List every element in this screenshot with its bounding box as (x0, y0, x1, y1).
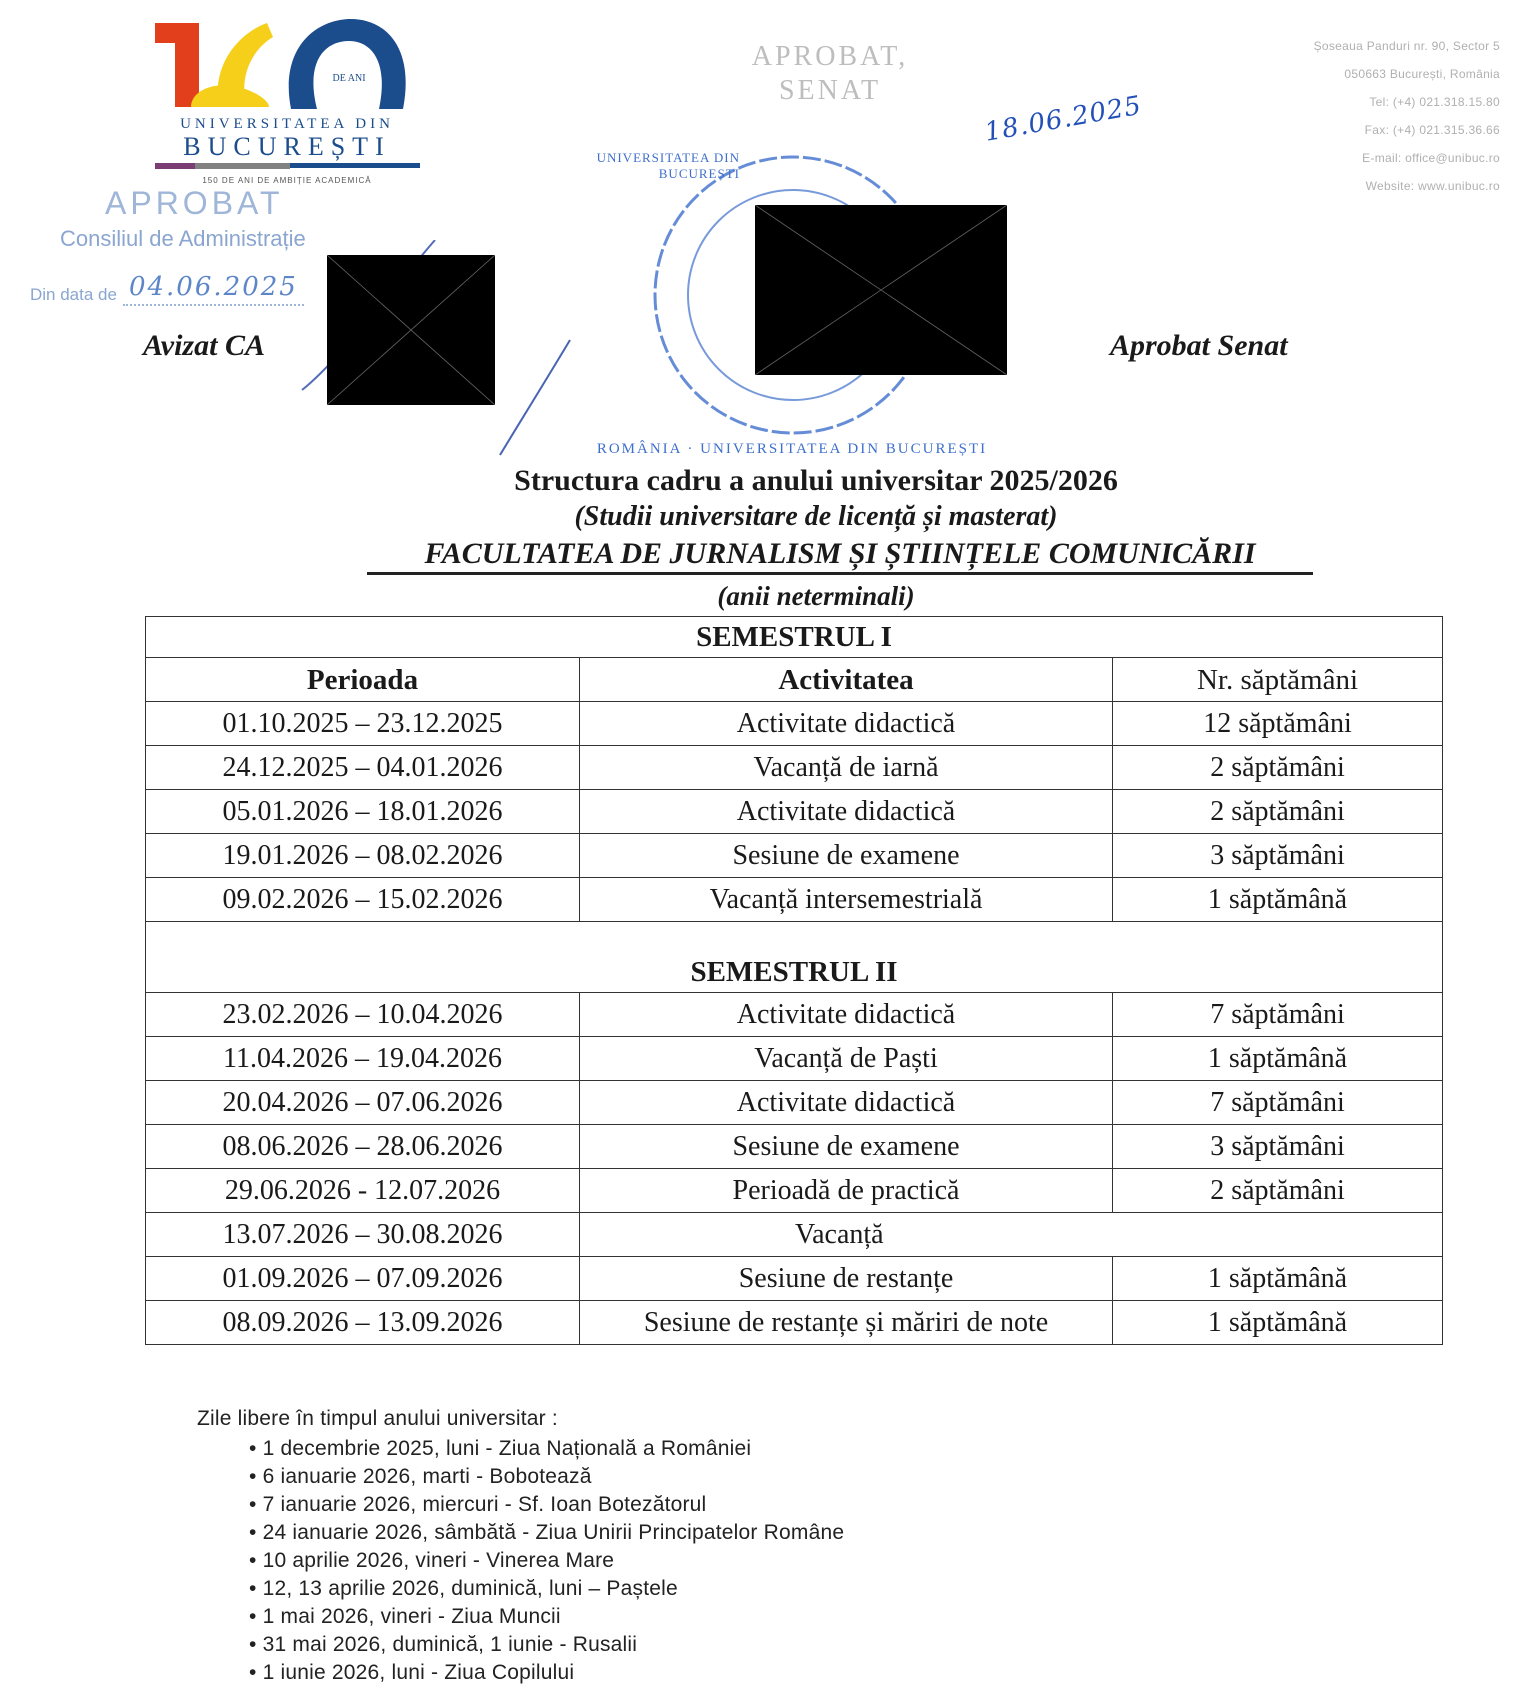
column-header-weeks: Nr. săptămâni (1113, 658, 1443, 702)
cell-weeks: 1 săptămână (1113, 878, 1443, 922)
letterhead-line: E-mail: office@unibuc.ro (1362, 151, 1500, 165)
table-row (146, 1037, 1443, 1081)
letterhead-line: Șoseaua Panduri nr. 90, Sector 5 (1313, 39, 1500, 53)
table-row (146, 1081, 1443, 1125)
cell-weeks: 3 săptămâni (1113, 834, 1443, 878)
senate-stamp-line: APROBAT, (751, 41, 909, 72)
cell-activity: Sesiune de examene (580, 1125, 1113, 1169)
holiday-item: • 1 decembrie 2025, luni - Ziua Națională a României (249, 1435, 844, 1463)
cell-period: 08.06.2026 – 28.06.2026 (146, 1125, 580, 1169)
cell-weeks: 1 săptămână (1113, 1037, 1443, 1081)
table-row (146, 1213, 1443, 1257)
holiday-item: • 24 ianuarie 2026, sâmbătă - Ziua Unirii Principatelor Române (249, 1519, 844, 1547)
holidays-section (197, 1405, 844, 1687)
cell-activity: Vacanță de iarnă (580, 746, 1113, 790)
ca-stamp-approved: APROBAT (105, 185, 284, 221)
logo-years-text: DE ANI (332, 73, 366, 84)
cell-period: 29.06.2026 - 12.07.2026 (146, 1169, 580, 1213)
holiday-item: • 7 ianuarie 2026, miercuri - Sf. Ioan Botezătorul (249, 1491, 844, 1519)
logo-line2: BUCUREȘTI (183, 132, 391, 161)
letterhead-line: 050663 București, România (1344, 67, 1500, 81)
table-row (146, 834, 1443, 878)
redacted-signature-box (755, 205, 1007, 375)
faculty-name: FACULTATEA DE JURNALISM ȘI ȘTIINȚELE COMUNICĂRII (367, 536, 1313, 575)
document-subtitle: (Studii universitare de licență și masterat) (574, 501, 1058, 532)
cell-period: 08.09.2026 – 13.09.2026 (146, 1301, 580, 1345)
semester-header-row (146, 952, 1443, 993)
ca-stamp-date-label: Din data de (30, 285, 117, 304)
column-header-activity: Activitatea (580, 658, 1113, 702)
cell-period: 19.01.2026 – 08.02.2026 (146, 834, 580, 878)
holiday-item: • 12, 13 aprilie 2026, duminică, luni – Paștele (249, 1575, 844, 1603)
cell-activity: Activitate didactică (580, 1081, 1113, 1125)
cell-weeks: 1 săptămână (1113, 1257, 1443, 1301)
column-header-row (146, 658, 1443, 702)
cell-period: 23.02.2026 – 10.04.2026 (146, 993, 580, 1037)
semester-header-row (146, 617, 1443, 658)
cell-period: 11.04.2026 – 19.04.2026 (146, 1037, 580, 1081)
cell-weeks: 12 săptămâni (1113, 702, 1443, 746)
university-logo (155, 15, 420, 187)
letterhead-line: Fax: (+4) 021.315.36.66 (1364, 123, 1500, 137)
cell-activity: Perioadă de practică (580, 1169, 1113, 1213)
ca-stamp-date-row (30, 262, 304, 306)
cell-activity: Vacanță intersemestrială (580, 878, 1113, 922)
senate-handwritten-date: 18.06.2025 (982, 90, 1145, 148)
table-row (146, 1169, 1443, 1213)
cell-period: 05.01.2026 – 18.01.2026 (146, 790, 580, 834)
cell-weeks: 2 săptămâni (1113, 790, 1443, 834)
document-title: Structura cadru a anului universitar 2025/2026 (514, 464, 1118, 497)
holiday-item: • 1 iunie 2026, luni - Ziua Copilului (249, 1659, 844, 1687)
seal-inner-text: UNIVERSITATEA DIN BUCUREȘTI (596, 150, 740, 181)
cell-period: 24.12.2025 – 04.01.2026 (146, 746, 580, 790)
logo-tagline: 150 DE ANI DE AMBIȚIE ACADEMICĂ (202, 176, 372, 185)
senate-stamp-text (700, 40, 960, 108)
logo-160-graphic (155, 15, 420, 187)
cell-period: 01.09.2026 – 07.09.2026 (146, 1257, 580, 1301)
senate-stamp-line: SENAT (778, 75, 882, 106)
seal-outer-text: ROMÂNIA · UNIVERSITATEA DIN BUCUREȘTI (596, 441, 988, 457)
cell-period: 01.10.2025 – 23.12.2025 (146, 702, 580, 746)
holiday-item: • 31 mai 2026, duminică, 1 iunie - Rusalii (249, 1631, 844, 1659)
cell-activity: Sesiune de examene (580, 834, 1113, 878)
letterhead-line: Website: www.unibuc.ro (1365, 179, 1500, 193)
table-row (146, 878, 1443, 922)
cell-weeks: 1 săptămână (1113, 1301, 1443, 1345)
years-note: (anii neterminali) (717, 581, 915, 611)
holiday-item: • 1 mai 2026, vineri - Ziua Muncii (249, 1603, 844, 1631)
cell-weeks: 3 săptămâni (1113, 1125, 1443, 1169)
cell-period: 13.07.2026 – 30.08.2026 (146, 1213, 580, 1257)
cell-activity: Activitate didactică (580, 702, 1113, 746)
academic-calendar-table (145, 616, 1443, 1345)
table-row (146, 746, 1443, 790)
logo-line1: UNIVERSITATEA DIN (180, 116, 394, 132)
cell-period: 09.02.2026 – 15.02.2026 (146, 878, 580, 922)
cell-activity: Sesiune de restanțe și măriri de note (580, 1301, 1113, 1345)
spacer-cell (146, 922, 1443, 953)
cell-activity: Vacanță (580, 1213, 1443, 1257)
semester-1-title: SEMESTRUL I (146, 617, 1443, 658)
table-row (146, 790, 1443, 834)
aprobat-senat-label: Aprobat Senat (1110, 329, 1288, 362)
cell-activity: Sesiune de restanțe (580, 1257, 1113, 1301)
cell-activity: Vacanță de Paști (580, 1037, 1113, 1081)
holiday-item: • 6 ianuarie 2026, marti - Bobotează (249, 1463, 844, 1491)
redacted-signature-box (327, 255, 495, 405)
cell-period: 20.04.2026 – 07.06.2026 (146, 1081, 580, 1125)
ca-stamp-handwritten-date: 04.06.2025 (123, 270, 304, 306)
cell-weeks: 7 săptămâni (1113, 1081, 1443, 1125)
table-row (146, 1257, 1443, 1301)
ca-stamp-council: Consiliul de Administrație (60, 226, 306, 251)
column-header-period: Perioada (146, 658, 580, 702)
holidays-heading: Zile libere în timpul anului universitar : (197, 1407, 558, 1430)
cell-activity: Activitate didactică (580, 790, 1113, 834)
cell-weeks: 7 săptămâni (1113, 993, 1443, 1037)
cell-weeks: 2 săptămâni (1113, 1169, 1443, 1213)
holidays-list (197, 1435, 844, 1687)
table-row (146, 993, 1443, 1037)
table-row (146, 702, 1443, 746)
cell-activity: Activitate didactică (580, 993, 1113, 1037)
letterhead-address (1314, 32, 1500, 200)
table-row (146, 1125, 1443, 1169)
letterhead-line: Tel: (+4) 021.318.15.80 (1369, 95, 1500, 109)
semester-2-title: SEMESTRUL II (146, 952, 1443, 993)
spacer-row (146, 922, 1443, 953)
cell-weeks: 2 săptămâni (1113, 746, 1443, 790)
table-row (146, 1301, 1443, 1345)
holiday-item: • 10 aprilie 2026, vineri - Vinerea Mare (249, 1547, 844, 1575)
avizat-ca-label: Avizat CA (143, 329, 265, 362)
